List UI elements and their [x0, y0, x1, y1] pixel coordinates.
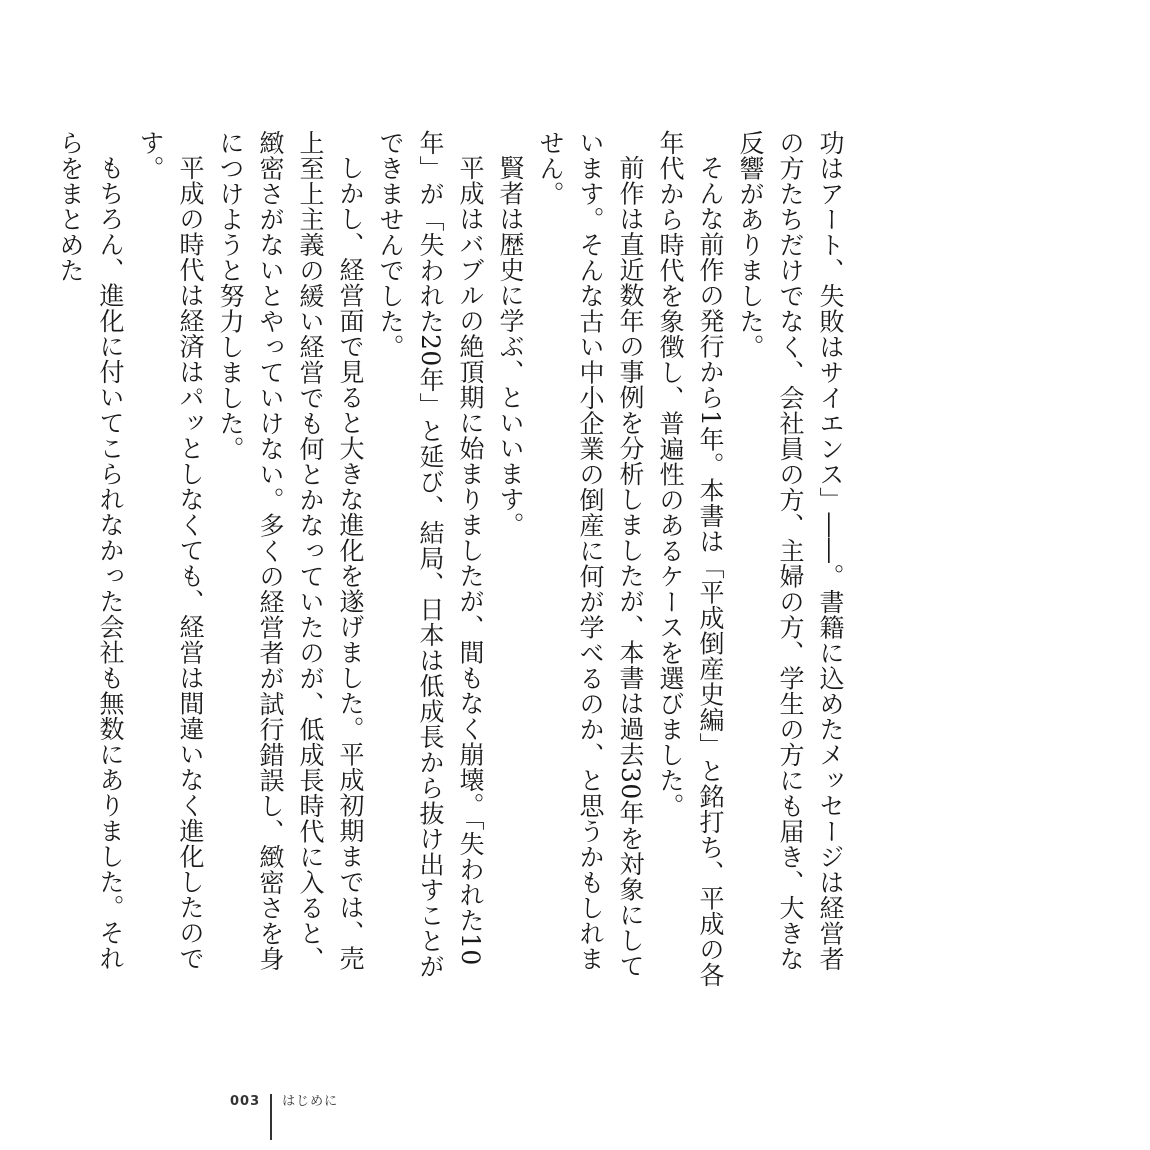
paragraph: そんな前作の発行から1年。本書は「平成倒産史編」と銘打ち、平成の各年代から時代を象徴し、普遍性のあるケースを選びました。: [656, 130, 725, 988]
footer-divider: [270, 1094, 272, 1140]
page-footer: [230, 1095, 338, 1141]
body-text: [56, 130, 850, 990]
paragraph: 平成の時代は経済はパッとしなくても、経営は間違いなく進化したのです。: [136, 130, 205, 971]
paragraph: しかし、経営面で見ると大きな進化を遂げました。平成初期までは、売上至上主義の緩い経営でも何とかなっていたのが、低成長時代に入ると、緻密さがないとやっていけない。多くの経営者が試行錯誤し、緻密さを身につけようと努力しました。: [216, 130, 365, 972]
paragraph: 賢者は歴史に学ぶ、といいます。: [496, 155, 525, 538]
paragraph: 前作は直近数年の事例を分析しましたが、本書は過去30年を対象にしています。そんな古い中小企業の倒産に何が学べるのか、と思うかもしれません。: [536, 130, 645, 979]
paragraph: もちろん、進化に付いてこられなかった会社も無数にありました。それらをまとめた: [56, 130, 125, 971]
section-title: はじめに: [282, 1094, 339, 1109]
paragraph: 平成はバブルの絶頂期に始まりましたが、間もなく崩壊。「失われた10年」が「失われた20年」と延び、結局、日本は低成長から抜け出すことができませんでした。: [376, 130, 485, 979]
page-number: 003: [230, 1094, 261, 1109]
paragraph: 功はアート、失敗はサイエンス」――。書籍に込めたメッセージは経営者の方たちだけでなく、会社員の方、主婦の方、学生の方にも届き、大きな反響がありました。: [736, 130, 845, 972]
